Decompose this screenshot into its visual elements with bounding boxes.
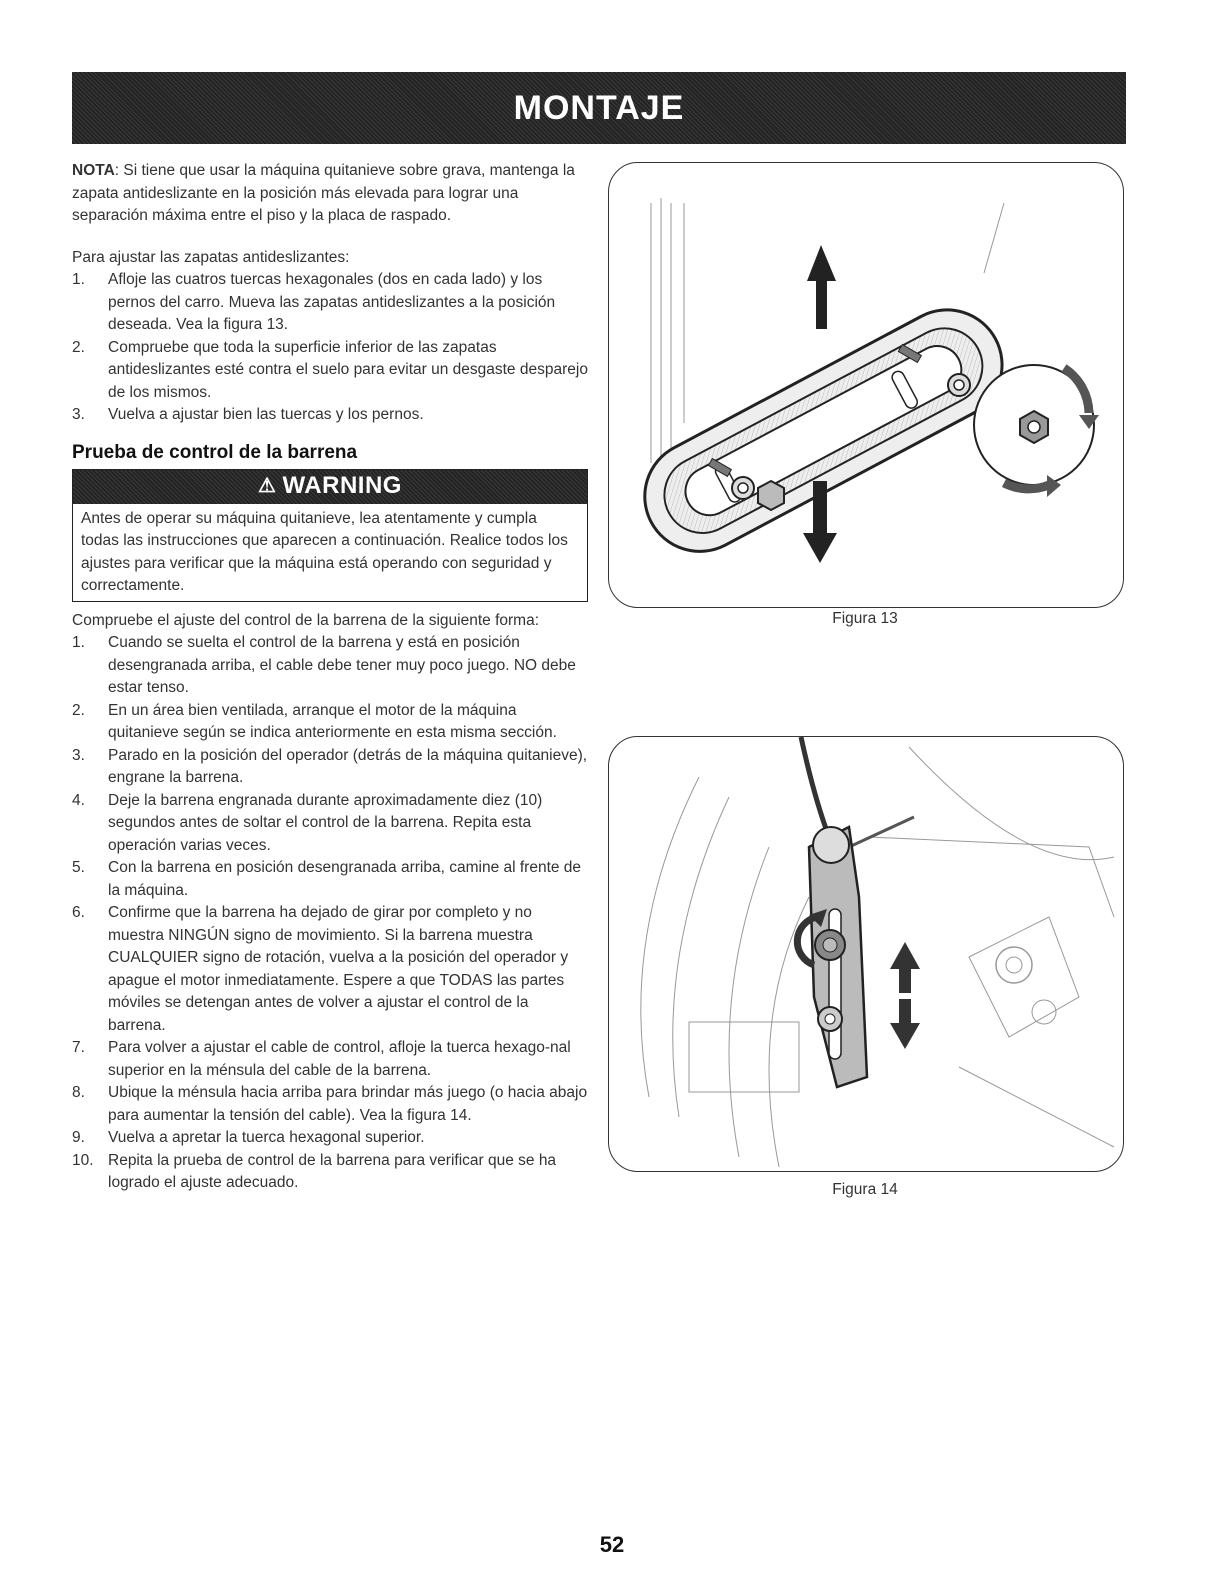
- page-title: MONTAJE: [513, 88, 685, 127]
- list-item: 1. Afloje las cuatros tuercas hexagonales (dos en cada lado) y los pernos del carro. Mueva las zapatas antideslizantes a la posición deseada. Vea la figura 13.: [72, 271, 556, 333]
- list-item: 2. Compruebe que toda la superficie inferior de las zapatas antideslizantes esté contra el suelo para evitar un desgaste desparejo de los mismos.: [72, 338, 588, 401]
- figure-14: [608, 736, 1124, 1172]
- list-item: 5. Con la barrena en posición desengranada arriba, camine al frente de la máquina.: [72, 859, 582, 899]
- skid-shoes-intro: Para ajustar las zapatas antideslizantes:: [72, 248, 350, 266]
- list-item: 9. Vuelva a apretar la tuerca hexagonal superior.: [72, 1129, 425, 1146]
- list-item: 10. Repita la prueba de control de la barrena para verificar que se ha logrado el ajuste adecuado.: [72, 1151, 557, 1191]
- figure-13: [608, 162, 1124, 608]
- warning-header: [73, 470, 587, 504]
- warning-label: WARNING: [282, 472, 402, 500]
- nota-text: : Si tiene que usar la máquina quitanieve sobre grava, mantenga la zapata antideslizante en la posición más elevada para lograr una separación máxima entre el piso y la placa de raspado.: [72, 162, 575, 224]
- skid-shoe-illustration: [609, 163, 1123, 607]
- skid-shoes-steps: [72, 269, 588, 427]
- left-column: [72, 160, 588, 1195]
- list-item: 8. Ubique la ménsula hacia arriba para brindar más juego (o hacia abajo para aumentar la tensión del cable). Vea la figura 14.: [72, 1084, 588, 1124]
- section-banner: [72, 72, 1126, 144]
- list-item: 3. Vuelva a ajustar bien las tuercas y los pernos.: [72, 406, 424, 423]
- auger-test-steps: [72, 632, 588, 1195]
- warning-triangle-icon: ⚠: [258, 475, 277, 498]
- auger-test-intro: Compruebe el ajuste del control de la barrena de la siguiente forma:: [72, 611, 539, 629]
- auger-cable-bracket-illustration: [609, 737, 1123, 1171]
- list-item: 7. Para volver a ajustar el cable de control, afloje la tuerca hexago-nal superior en la ménsula del cable de la barrena.: [72, 1039, 571, 1079]
- list-item: 4. Deje la barrena engranada durante aproximadamente diez (10) segundos antes de soltar el control de la barrena. Repita esta operación varias veces.: [72, 791, 543, 854]
- list-item: 6. Confirme que la barrena ha dejado de girar por completo y no muestra NINGÚN signo de movimiento. Si la barrena muestra CUALQUIER signo de rotación, vuelva a la posición del operador y apague el motor inmediatamente. Espere a que TODAS las partes móviles se detengan antes de volver a ajustar el control de la barrena.: [72, 904, 569, 1034]
- warning-text: Antes de operar su máquina quitanieve, lea atentamente y cumpla todas las instrucciones que aparecen a continuación. Realice todos los ajustes para verificar que la máquina está operando con seguridad y correctamente.: [81, 509, 568, 594]
- section-heading: Prueba de control de la barrena: [72, 441, 358, 463]
- page-number: 52: [599, 1532, 625, 1557]
- nota-label: NOTA: [72, 162, 115, 179]
- warning-box: [72, 469, 588, 602]
- list-item: 1. Cuando se suelta el control de la barrena y está en posición desengranada arriba, el cable debe tener muy poco juego. NO debe estar tenso.: [72, 634, 576, 696]
- list-item: 2. En un área bien ventilada, arranque el motor de la máquina quitanieve según se indica anteriormente en esta misma sección.: [72, 701, 557, 741]
- figure-13-caption: Figura 13: [832, 610, 898, 627]
- figure-14-caption: Figura 14: [832, 1181, 898, 1198]
- list-item: 3. Parado en la posición del operador (detrás de la máquina quitanieve), engrane la barrena.: [72, 746, 588, 786]
- nota-paragraph: [72, 160, 588, 228]
